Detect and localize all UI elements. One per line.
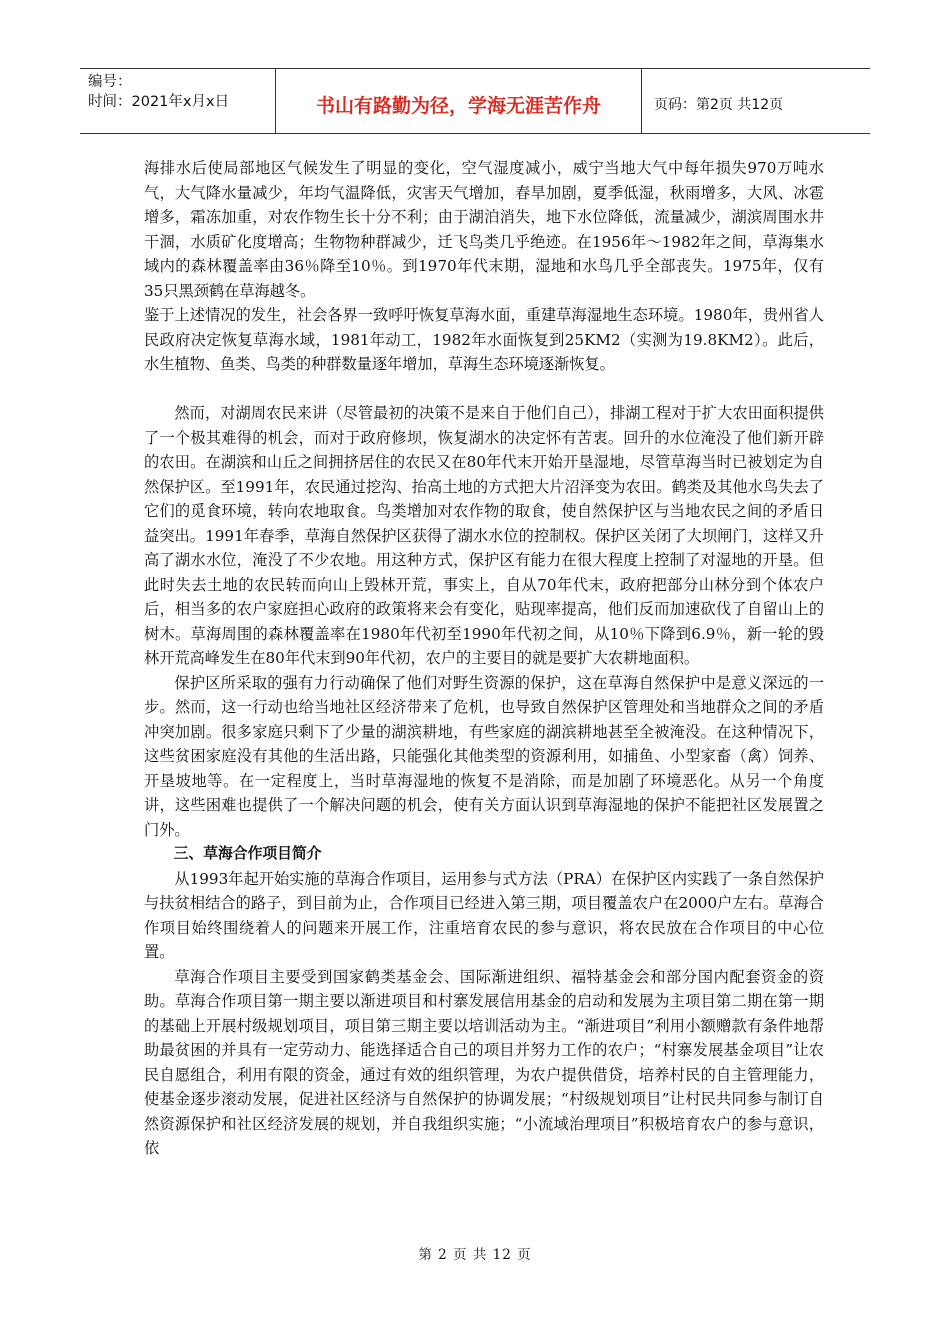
- section-heading-project-intro: 三、草海合作项目简介: [173, 845, 322, 862]
- paragraph-spacer: [144, 377, 824, 402]
- header-page-number: 页码：第2页 共12页: [654, 97, 784, 113]
- paragraph-reserve-action: 保护区所采取的强有力行动确保了他们对野生资源的保护，这在草海自然保护中是意义深远的一步。然而，这一行动也给当地社区经济带来了危机，也导致自然保护区管理处和当地群众之间的矛盾冲突加剧。很多家庭只剩下了少量的湖滨耕地，有些家庭的湖滨耕地甚至全被淹没。在这种情况下，这些贫困家庭没有其他的生活出路，只能强化其他类型的资源利用，如捕鱼、小型家畜（禽）饲养、开垦坡地等。在一定程度上，当时草海湿地的恢复不是消除，而是加剧了环境恶化。从另一个角度讲，这些困难也提供了一个解决问题的机会，使有关方面认识到草海湿地的保护不能把社区发展置之门外。: [144, 673, 824, 839]
- paragraph-project-overview: 从1993年起开始实施的草海合作项目，运用参与式方法（PRA）在保护区内实践了一条自然保护与扶贫相结合的路子，到目前为止，合作项目已经进入第三期，项目覆盖农户在2000户左右。草海合作项目始终围绕着人的问题来开展工作，注重培育农民的参与意识，将农民放在合作项目的中心位置。: [144, 869, 824, 961]
- header-motto: 书山有路勤为径，学海无涯苦作舟: [276, 69, 642, 133]
- paragraph-restoration: 鉴于上述情况的发生，社会各界一致呼吁恢复草海水面，重建草海湿地生态环境。1980年，贵州省人民政府决定恢复草海水域，1981年动工，1982年水面恢复到25KM2（实测为19.8KM2）。此后，水生植物、鱼类、鸟类的种群数量逐年增加，草海生态环境逐渐恢复。: [144, 306, 824, 373]
- header-meta: [80, 69, 276, 133]
- serial-label: 编号：: [88, 74, 132, 90]
- paragraph-climate-effects: 海排水后使局部地区气候发生了明显的变化，空气湿度减小，威宁当地大气中每年损失970万吨水气，大气降水量减少，年均气温降低，灾害天气增加，春旱加剧，夏季低湿，秋雨增多，大风、冰雹增多，霜冻加重，对农作物生长十分不利；由于湖泊消失，地下水位降低，流量减少，湖滨周围水井干涸，水质矿化度增高；生物物种群减少，迁飞鸟类几乎绝迹。在1956年～1982年之间，草海集水域内的森林覆盖率由36％降至10％。到1970年代末期，湿地和水鸟几乎全部丧失。1975年，仅有35只黑颈鹤在草海越冬。: [144, 159, 824, 300]
- document-body: [144, 156, 824, 1161]
- page-header: [80, 68, 870, 134]
- paragraph-project-funding: 草海合作项目主要受到国家鹤类基金会、国际渐进组织、福特基金会和部分国内配套资金的资助。草海合作项目第一期主要以渐进项目和村寨发展信用基金的启动和发展为主项目第二期在第一期的基础上开展村级规划项目，项目第三期主要以培训活动为主。“渐进项目”利用小额赠款有条件地帮助最贫困的并具有一定劳动力、能选择适合自己的项目并努力工作的农户；“村寨发展基金项目”让农民自愿组合，利用有限的资金，通过有效的组织管理，为农户提供借贷，培养村民的自主管理能力，使基金逐步滚动发展，促进社区经济与自然保护的协调发展；“村级规划项目”让村民共同参与制订自然资源保护和社区经济发展的规划，并自我组织实施；“小流域治理项目”积极培育农户的参与意识，依: [144, 967, 824, 1157]
- paragraph-farmer-conflict: 然而，对湖周农民来讲（尽管最初的决策不是来自于他们自己），排湖工程对于扩大农田面积提供了一个极其难得的机会，而对于政府修坝，恢复湖水的决定怀有苦衷。回升的水位淹没了他们新开辟的农田。在湖滨和山丘之间拥挤居住的农民又在80年代末开始开垦湿地，尽管草海当时已被划定为自然保护区。至1991年，农民通过挖沟、抬高土地的方式把大片沼泽变为农田。鹤类及其他水鸟失去了它们的觅食环境，转向农地取食。鸟类增加对农作物的取食，使自然保护区与当地农民之间的矛盾日益突出。1991年春季，草海自然保护区获得了湖水水位的控制权。保护区关闭了大坝闸门，这样又升高了湖水水位，淹没了不少农地。用这种方式，保护区有能力在很大程度上控制了对湿地的开垦。但此时失去土地的农民转而向山上毁林开荒，事实上，自从70年代末，政府把部分山林分到个体农户后，相当多的农户家庭担心政府的政策将来会有变化，贴现率提高，他们反而加速砍伐了自留山上的树木。草海周围的森林覆盖率在1980年代初至1990年代初之间，从10％下降到6.9％，新一轮的毁林开荒高峰发生在80年代末到90年代初，农户的主要目的就是要扩大农耕地面积。: [144, 404, 824, 667]
- page-footer: 第 2 页 共 12 页: [418, 1247, 532, 1263]
- date-label: 时间：2021年x月x日: [88, 94, 230, 110]
